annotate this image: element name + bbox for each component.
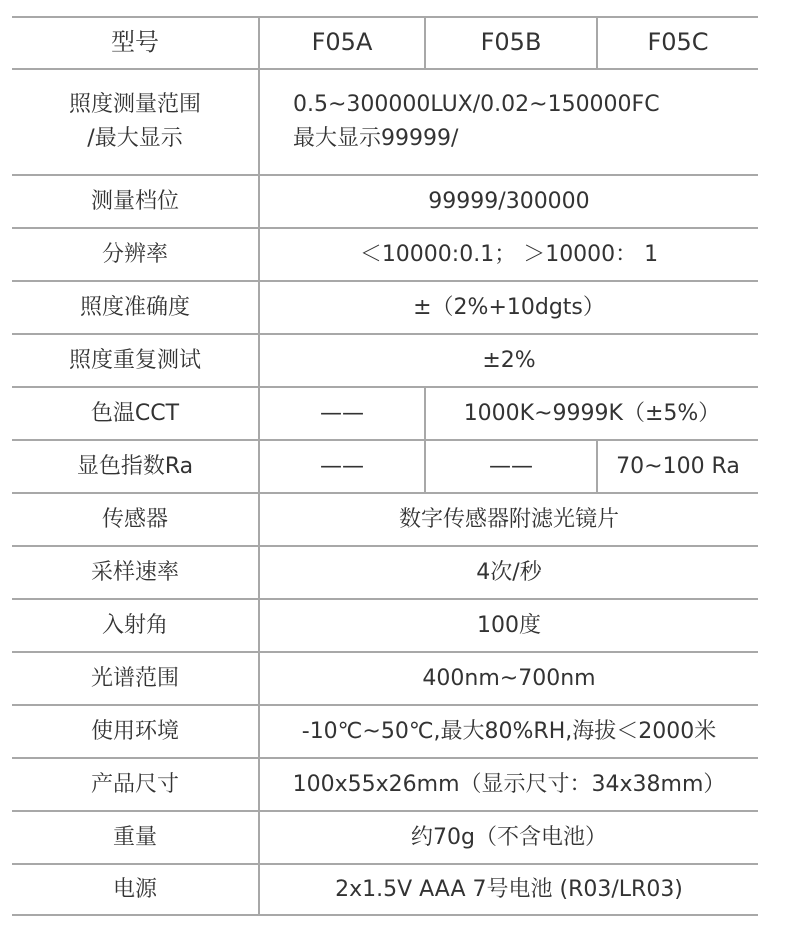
row-value-power: 2x1.5V AAA 7号电池 (R03/LR03) xyxy=(335,876,683,902)
cct-f05a: —— xyxy=(320,400,364,426)
row-label-illuminance-range xyxy=(12,70,258,174)
model-f05b: F05B xyxy=(480,28,542,56)
row-value-resolution: ＜10000:0.1； ＞10000： 1 xyxy=(359,241,659,267)
value-line: 最大显示99999/ xyxy=(293,126,459,151)
row-label-spectral-range: 光谱范围 xyxy=(90,665,179,691)
model-f05c: F05C xyxy=(647,28,709,56)
row-label-power: 电源 xyxy=(112,876,157,902)
value-line: 0.5~300000LUX/0.02~150000FC xyxy=(293,92,660,117)
row-value-environment: -10℃~50℃,最大80%RH,海拔＜2000米 xyxy=(301,718,717,744)
cri-f05b: —— xyxy=(489,453,533,479)
row-label-sensor: 传感器 xyxy=(101,506,168,532)
row-label-incident-angle: 入射角 xyxy=(101,612,168,638)
row-value-weight: 约70g（不含电池） xyxy=(411,824,607,850)
row-label-repeatability: 照度重复测试 xyxy=(68,347,201,373)
row-value-incident-angle: 100度 xyxy=(477,612,541,638)
row-value-sensor: 数字传感器附滤光镜片 xyxy=(398,506,619,532)
row-divider xyxy=(12,914,758,916)
row-value-ranges: 99999/300000 xyxy=(428,188,590,214)
label-line: 照度测量范围 xyxy=(68,92,201,117)
model-f05a: F05A xyxy=(311,28,373,56)
row-label-dimensions: 产品尺寸 xyxy=(90,771,179,797)
cri-f05c: 70~100 Ra xyxy=(616,453,740,479)
row-value-dimensions: 100x55x26mm（显示尺寸：34x38mm） xyxy=(292,771,726,797)
row-label-resolution: 分辨率 xyxy=(101,241,168,267)
cri-f05a: —— xyxy=(320,453,364,479)
row-label-cct: 色温CCT xyxy=(90,400,180,426)
row-value-repeatability: ±2% xyxy=(482,347,536,373)
row-label-sampling-rate: 采样速率 xyxy=(90,559,179,585)
row-value-spectral-range: 400nm~700nm xyxy=(422,665,596,691)
label-line: /最大显示 xyxy=(87,126,183,151)
header-label: 型号 xyxy=(111,28,159,56)
row-label-cri: 显色指数Ra xyxy=(76,453,194,479)
row-value-accuracy: ±（2%+10dgts） xyxy=(413,294,605,320)
row-label-weight: 重量 xyxy=(112,824,157,850)
row-label-ranges: 测量档位 xyxy=(90,188,179,214)
row-value-illuminance-range xyxy=(260,70,758,174)
row-label-accuracy: 照度准确度 xyxy=(79,294,190,320)
row-label-environment: 使用环境 xyxy=(90,718,179,744)
cct-f05b-f05c: 1000K~9999K（±5%） xyxy=(463,400,721,426)
row-value-sampling-rate: 4次/秒 xyxy=(476,559,542,585)
spec-table xyxy=(12,16,758,916)
